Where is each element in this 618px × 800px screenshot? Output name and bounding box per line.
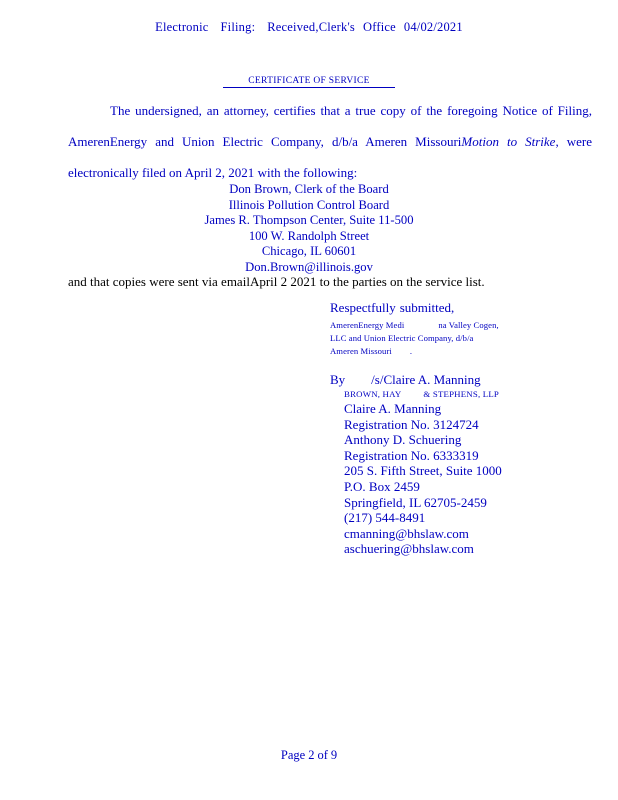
para1-filing-date: April 2, 2021: [184, 165, 255, 180]
signature-byline: [330, 372, 610, 388]
respectfully-submitted: [330, 300, 610, 316]
law-firm-name: [344, 388, 610, 400]
stamp-filing: Filing:: [220, 20, 256, 34]
attorney-detail-line: Anthony D. Schuering: [344, 432, 462, 448]
entity-line-3b: .: [409, 346, 413, 356]
entity-line-3: [330, 345, 610, 358]
para2-sentence-a: and that copies were sent via email: [68, 274, 250, 289]
attorney-detail-line: Registration No. 3124724: [344, 416, 479, 432]
stamp-date: 04/02/2021: [403, 20, 463, 34]
address-line: Illinois Pollution Control Board: [228, 197, 390, 212]
attorney-details-block: [344, 401, 610, 557]
attorney-detail-line: Registration No. 6333319: [344, 447, 479, 463]
para2-date-day: April 2: [249, 274, 288, 289]
footer-page-total: 9: [330, 748, 338, 762]
page-title: CERTIFICATE OF SERVICE: [223, 76, 395, 88]
entity-line-1b: na Valley Cogen,: [438, 320, 499, 330]
certificate-title-wrap: [0, 70, 618, 88]
para1-sentence-g: with the following:: [257, 165, 358, 180]
attorney-detail-line: P.O. Box 2459: [344, 478, 420, 494]
entity-line-2: LLC and Union Electric Company, d/b/a: [330, 333, 474, 343]
para2-sentence-c: 2021 to the parties on the service list.: [290, 274, 485, 289]
firm-part-a: BROWN, HAY: [344, 389, 402, 399]
address-line: Don Brown, Clerk of the Board: [229, 182, 389, 196]
stamp-office: Office: [362, 20, 396, 34]
signature-block: [330, 300, 610, 557]
attorney-email-link[interactable]: aschuering@bhslaw.com: [344, 541, 474, 557]
entity-line-3a: Ameren Missouri: [330, 346, 392, 356]
address-line: Chicago, IL 60601: [261, 244, 357, 258]
para1-sentence-b: AmerenEnergy and Union Electric Company, d/b/a Ameren Missouri: [68, 134, 462, 149]
attorney-email-link[interactable]: cmanning@bhslaw.com: [344, 525, 469, 541]
attorney-detail-line: 205 S. Fifth Street, Suite 1000: [344, 463, 502, 479]
firm-part-b: & STEPHENS, LLP: [423, 389, 499, 399]
para1-sentence-e: electronically filed on: [68, 165, 183, 180]
para1-sentence-d: , were: [555, 134, 592, 149]
address-line: James R. Thompson Center, Suite 11-500: [204, 213, 414, 227]
clerk-email: Don.Brown@illinois.gov: [245, 259, 373, 274]
para1-sentence-a: The undersigned, an attorney, certifies that a true copy of the foregoing Notice of Filing,: [110, 103, 592, 118]
respectfully-word: Respectfully: [330, 300, 396, 315]
by-label: By: [330, 372, 346, 387]
service-address-block: [0, 182, 618, 275]
entity-line-1: [330, 319, 610, 332]
filing-stamp-header: [0, 20, 618, 35]
attorney-detail-line: Springfield, IL 62705-2459: [344, 494, 487, 510]
stamp-electronic: Electronic: [155, 20, 209, 34]
service-copies-paragraph: [68, 274, 592, 290]
attorney-detail-line: (217) 544-8491: [344, 510, 426, 526]
address-line: 100 W. Randolph Street: [248, 228, 370, 243]
attorney-detail-line: Claire A. Manning: [344, 401, 442, 416]
submitted-word: submitted,: [399, 300, 455, 315]
footer-of-label: of: [317, 748, 328, 762]
stamp-received-clerk: Received,Clerk's: [267, 20, 355, 34]
footer-page-number: 2: [308, 748, 315, 762]
signature-name: /s/Claire A. Manning: [371, 372, 481, 387]
certification-paragraph: [68, 95, 592, 188]
entity-name-block: [330, 319, 610, 358]
footer-page-label: Page: [280, 748, 306, 762]
entity-line-1a: AmerenEnergy Medi: [330, 320, 405, 330]
para1-motion-title: Motion to Strike: [461, 134, 556, 149]
page-footer: [0, 748, 618, 763]
